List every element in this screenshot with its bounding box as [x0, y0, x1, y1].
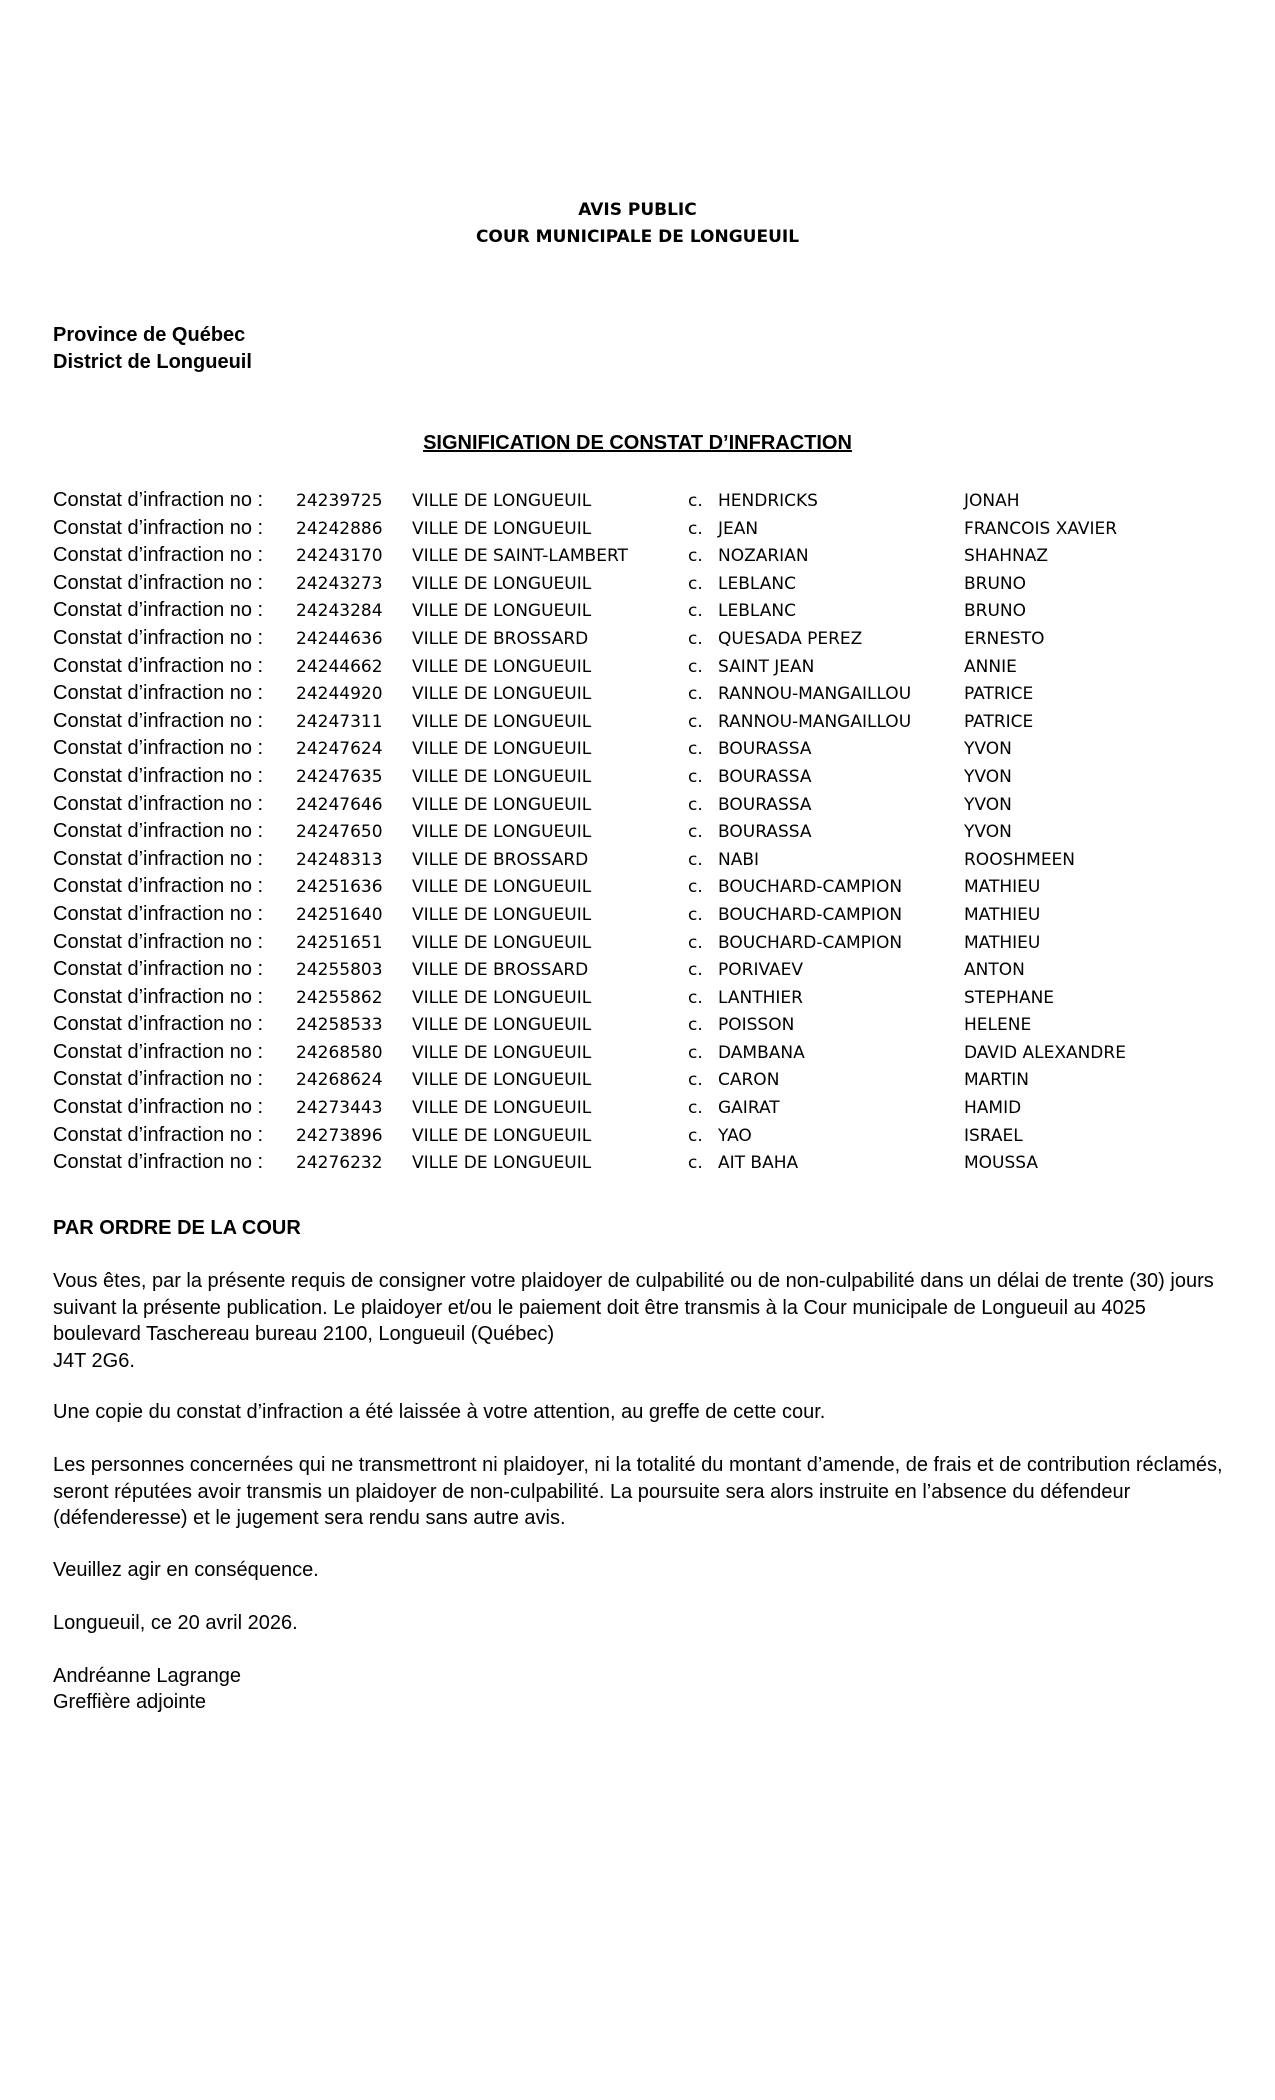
- row-label: Constat d’infraction no :: [53, 571, 264, 594]
- infraction-row: [0, 570, 1275, 598]
- defendant-last-name: NABI: [718, 849, 760, 870]
- infraction-row: [0, 929, 1275, 957]
- versus-marker: c.: [688, 1098, 703, 1119]
- infraction-number: 24247650: [296, 822, 383, 843]
- defendant-first-name: YVON: [964, 766, 1012, 787]
- defendant-last-name: RANNOU-MANGAILLOU: [718, 711, 912, 732]
- row-label: Constat d’infraction no :: [53, 489, 264, 511]
- defendant-first-name: PATRICE: [964, 711, 1034, 732]
- versus-marker: c.: [688, 987, 703, 1008]
- infraction-number: 24255803: [296, 960, 383, 981]
- defendant-first-name: ANNIE: [964, 656, 1017, 677]
- row-label: Constat d’infraction no :: [53, 792, 264, 815]
- infraction-row: [0, 763, 1275, 791]
- infraction-number: 24273896: [296, 1125, 383, 1146]
- section-title: SIGNIFICATION DE CONSTAT D’INFRACTION: [423, 432, 852, 454]
- row-label: Constat d’infraction no :: [53, 544, 264, 567]
- infraction-row: [0, 653, 1275, 681]
- defendant-first-name: HAMID: [964, 1098, 1022, 1119]
- infraction-row: [0, 984, 1275, 1012]
- row-label: Constat d’infraction no :: [53, 1040, 264, 1063]
- defendant-last-name: LEBLANC: [718, 601, 796, 622]
- defendant-last-name: BOUCHARD-CAMPION: [718, 932, 903, 953]
- infraction-number: 24248313: [296, 849, 383, 870]
- versus-marker: c.: [688, 932, 703, 953]
- infraction-row: [0, 1066, 1275, 1094]
- province-line: Province de Québec: [53, 324, 246, 346]
- row-label: Constat d’infraction no :: [53, 902, 264, 925]
- paragraph-copy-notice: Une copie du constat d’infraction a été laissée à votre attention, au greffe de cette cour.: [53, 1401, 826, 1423]
- infraction-row: [0, 735, 1275, 763]
- row-label: Constat d’infraction no :: [53, 847, 264, 870]
- versus-marker: c.: [688, 711, 703, 732]
- plaintiff-city: VILLE DE LONGUEUIL: [412, 766, 592, 787]
- infraction-row: [0, 542, 1275, 570]
- signatory-name: Andréanne Lagrange: [53, 1665, 241, 1687]
- defendant-last-name: NOZARIAN: [718, 546, 809, 567]
- defendant-first-name: MATHIEU: [964, 932, 1041, 953]
- defendant-first-name: HELENE: [964, 1015, 1032, 1036]
- date-line: Longueuil, ce 20 avril 2026.: [53, 1612, 298, 1634]
- defendant-last-name: BOURASSA: [718, 739, 812, 760]
- infraction-number: 24244920: [296, 684, 383, 705]
- infraction-number: 24247646: [296, 794, 383, 815]
- infraction-row: [0, 1039, 1275, 1067]
- defendant-last-name: LANTHIER: [718, 987, 803, 1008]
- versus-marker: c.: [688, 794, 703, 815]
- order-title: PAR ORDRE DE LA COUR: [53, 1217, 301, 1239]
- row-label: Constat d’infraction no :: [53, 1096, 264, 1119]
- plaintiff-city: VILLE DE LONGUEUIL: [412, 794, 592, 815]
- versus-marker: c.: [688, 1125, 703, 1146]
- plaintiff-city: VILLE DE SAINT-LAMBERT: [412, 546, 628, 567]
- defendant-last-name: HENDRICKS: [718, 491, 818, 511]
- row-label: Constat d’infraction no :: [53, 516, 264, 539]
- plaintiff-city: VILLE DE LONGUEUIL: [412, 684, 592, 705]
- infraction-row: [0, 597, 1275, 625]
- infraction-row: [0, 708, 1275, 736]
- defendant-first-name: BRUNO: [964, 601, 1027, 622]
- infraction-number: 24276232: [296, 1153, 383, 1174]
- defendant-last-name: CARON: [718, 1070, 780, 1091]
- plaintiff-city: VILLE DE LONGUEUIL: [412, 1098, 592, 1119]
- versus-marker: c.: [688, 684, 703, 705]
- defendant-last-name: BOUCHARD-CAMPION: [718, 877, 903, 898]
- versus-marker: c.: [688, 739, 703, 760]
- paragraph-plea-instructions: [53, 1268, 1228, 1374]
- defendant-first-name: FRANCOIS XAVIER: [964, 518, 1118, 539]
- infraction-row: [0, 1149, 1275, 1177]
- defendant-last-name: AIT BAHA: [718, 1153, 799, 1174]
- plaintiff-city: VILLE DE LONGUEUIL: [412, 1015, 592, 1036]
- infraction-number: 24273443: [296, 1098, 383, 1119]
- versus-marker: c.: [688, 1070, 703, 1091]
- defendant-last-name: DAMBANA: [718, 1042, 805, 1063]
- plaintiff-city: VILLE DE BROSSARD: [412, 960, 589, 981]
- defendant-first-name: SHAHNAZ: [964, 546, 1048, 567]
- infraction-row: [0, 625, 1275, 653]
- plaintiff-city: VILLE DE LONGUEUIL: [412, 1070, 592, 1091]
- infraction-list: [0, 487, 1275, 1177]
- infraction-number: 24251651: [296, 932, 383, 953]
- row-label: Constat d’infraction no :: [53, 1151, 264, 1174]
- infraction-number: 24251640: [296, 904, 383, 925]
- defendant-first-name: ANTON: [964, 960, 1025, 981]
- row-label: Constat d’infraction no :: [53, 1123, 264, 1146]
- infraction-number: 24244636: [296, 628, 383, 649]
- row-label: Constat d’infraction no :: [53, 930, 264, 953]
- paragraph-act-accordingly: Veuillez agir en conséquence.: [53, 1559, 319, 1581]
- versus-marker: c.: [688, 518, 703, 539]
- plaintiff-city: VILLE DE LONGUEUIL: [412, 573, 592, 594]
- defendant-last-name: SAINT JEAN: [718, 656, 815, 677]
- infraction-number: 24243170: [296, 546, 383, 567]
- infraction-number: 24255862: [296, 987, 383, 1008]
- infraction-number: 24268580: [296, 1042, 383, 1063]
- versus-marker: c.: [688, 960, 703, 981]
- versus-marker: c.: [688, 491, 703, 511]
- defendant-first-name: MARTIN: [964, 1070, 1029, 1091]
- versus-marker: c.: [688, 1042, 703, 1063]
- versus-marker: c.: [688, 656, 703, 677]
- infraction-row: [0, 515, 1275, 543]
- versus-marker: c.: [688, 573, 703, 594]
- infraction-row: [0, 901, 1275, 929]
- signatory-title: Greffière adjointe: [53, 1691, 207, 1713]
- plaintiff-city: VILLE DE LONGUEUIL: [412, 711, 592, 732]
- versus-marker: c.: [688, 877, 703, 898]
- row-label: Constat d’infraction no :: [53, 764, 264, 787]
- row-label: Constat d’infraction no :: [53, 626, 264, 649]
- plaintiff-city: VILLE DE LONGUEUIL: [412, 1125, 592, 1146]
- infraction-row: [0, 846, 1275, 874]
- row-label: Constat d’infraction no :: [53, 737, 264, 760]
- defendant-last-name: LEBLANC: [718, 573, 796, 594]
- plaintiff-city: VILLE DE BROSSARD: [412, 849, 589, 870]
- versus-marker: c.: [688, 904, 703, 925]
- plaintiff-city: VILLE DE LONGUEUIL: [412, 739, 592, 760]
- plaintiff-city: VILLE DE LONGUEUIL: [412, 1153, 592, 1174]
- paragraph-consequences: Les personnes concernées qui ne transmettront ni plaidoyer, ni la totalité du montant d’amende, de frais et de contribution réclamés, seront réputées avoir transmis un plaidoyer de non-culpabilité. La poursuite sera alors instruite en l’absence du défendeur (défenderesse) et le jugement sera rendu sans autre avis.: [53, 1454, 1223, 1529]
- infraction-row: [0, 680, 1275, 708]
- defendant-first-name: ISRAEL: [964, 1125, 1023, 1146]
- row-label: Constat d’infraction no :: [53, 654, 264, 677]
- infraction-number: 24243284: [296, 601, 383, 622]
- plaintiff-city: VILLE DE LONGUEUIL: [412, 877, 592, 898]
- row-label: Constat d’infraction no :: [53, 1068, 264, 1091]
- infraction-number: 24251636: [296, 877, 383, 898]
- defendant-last-name: QUESADA PEREZ: [718, 628, 863, 649]
- postal-code-line: J4T 2G6.: [53, 1349, 135, 1372]
- plaintiff-city: VILLE DE LONGUEUIL: [412, 822, 592, 843]
- row-label: Constat d’infraction no :: [53, 599, 264, 622]
- defendant-first-name: YVON: [964, 739, 1012, 760]
- versus-marker: c.: [688, 1153, 703, 1174]
- plaintiff-city: VILLE DE LONGUEUIL: [412, 518, 592, 539]
- row-label: Constat d’infraction no :: [53, 958, 264, 981]
- infraction-row: [0, 487, 1275, 515]
- plaintiff-city: VILLE DE BROSSARD: [412, 628, 589, 649]
- row-label: Constat d’infraction no :: [53, 820, 264, 843]
- infraction-number: 24247635: [296, 766, 383, 787]
- row-label: Constat d’infraction no :: [53, 875, 264, 898]
- infraction-number: 24258533: [296, 1015, 383, 1036]
- defendant-last-name: POISSON: [718, 1015, 795, 1036]
- infraction-number: 24268624: [296, 1070, 383, 1091]
- district-line: District de Longueuil: [53, 351, 252, 373]
- plaintiff-city: VILLE DE LONGUEUIL: [412, 1042, 592, 1063]
- defendant-last-name: PORIVAEV: [718, 960, 803, 981]
- plaintiff-city: VILLE DE LONGUEUIL: [412, 932, 592, 953]
- defendant-last-name: GAIRAT: [718, 1098, 780, 1119]
- plaintiff-city: VILLE DE LONGUEUIL: [412, 656, 592, 677]
- versus-marker: c.: [688, 849, 703, 870]
- defendant-last-name: BOUCHARD-CAMPION: [718, 904, 903, 925]
- defendant-last-name: BOURASSA: [718, 822, 812, 843]
- defendant-first-name: MATHIEU: [964, 904, 1041, 925]
- defendant-first-name: ERNESTO: [964, 628, 1045, 649]
- versus-marker: c.: [688, 546, 703, 567]
- defendant-last-name: BOURASSA: [718, 794, 812, 815]
- plaintiff-city: VILLE DE LONGUEUIL: [412, 491, 592, 511]
- infraction-row: [0, 818, 1275, 846]
- infraction-number: 24244662: [296, 656, 383, 677]
- row-label: Constat d’infraction no :: [53, 1013, 264, 1036]
- infraction-row: [0, 1011, 1275, 1039]
- defendant-first-name: YVON: [964, 822, 1012, 843]
- versus-marker: c.: [688, 1015, 703, 1036]
- versus-marker: c.: [688, 766, 703, 787]
- versus-marker: c.: [688, 628, 703, 649]
- defendant-last-name: BOURASSA: [718, 766, 812, 787]
- plaintiff-city: VILLE DE LONGUEUIL: [412, 904, 592, 925]
- infraction-number: 24243273: [296, 573, 383, 594]
- infraction-row: [0, 1094, 1275, 1122]
- jurisdiction-block: [53, 322, 252, 376]
- versus-marker: c.: [688, 822, 703, 843]
- paragraph-plea-text: Vous êtes, par la présente requis de consigner votre plaidoyer de culpabilité ou de non-culpabilité dans un délai de trente (30) jours suivant la présente publication. Le plaidoyer et/ou le paiement doit être transmis à la Cour municipale de Longueuil au 4025 boulevard Taschereau bureau 2100, Longueuil (Québec): [53, 1270, 1214, 1345]
- court-name: COUR MUNICIPALE DE LONGUEUIL: [475, 227, 800, 247]
- infraction-number: 24239725: [296, 491, 383, 511]
- defendant-first-name: PATRICE: [964, 684, 1034, 705]
- infraction-row: [0, 873, 1275, 901]
- defendant-last-name: YAO: [718, 1125, 752, 1146]
- defendant-first-name: JONAH: [964, 491, 1020, 511]
- plaintiff-city: VILLE DE LONGUEUIL: [412, 601, 592, 622]
- infraction-row: [0, 791, 1275, 819]
- plaintiff-city: VILLE DE LONGUEUIL: [412, 987, 592, 1008]
- defendant-first-name: MATHIEU: [964, 877, 1041, 898]
- defendant-first-name: YVON: [964, 794, 1012, 815]
- row-label: Constat d’infraction no :: [53, 682, 264, 705]
- defendant-last-name: JEAN: [718, 518, 759, 539]
- defendant-first-name: STEPHANE: [964, 987, 1055, 1008]
- infraction-number: 24247624: [296, 739, 383, 760]
- row-label: Constat d’infraction no :: [53, 985, 264, 1008]
- notice-title: AVIS PUBLIC: [578, 200, 697, 220]
- defendant-last-name: RANNOU-MANGAILLOU: [718, 684, 912, 705]
- defendant-first-name: MOUSSA: [964, 1153, 1039, 1174]
- defendant-first-name: ROOSHMEEN: [964, 849, 1076, 870]
- defendant-first-name: DAVID ALEXANDRE: [964, 1042, 1126, 1063]
- defendant-first-name: BRUNO: [964, 573, 1027, 594]
- infraction-row: [0, 956, 1275, 984]
- versus-marker: c.: [688, 601, 703, 622]
- infraction-number: 24247311: [296, 711, 383, 732]
- infraction-row: [0, 1122, 1275, 1150]
- row-label: Constat d’infraction no :: [53, 709, 264, 732]
- infraction-number: 24242886: [296, 518, 383, 539]
